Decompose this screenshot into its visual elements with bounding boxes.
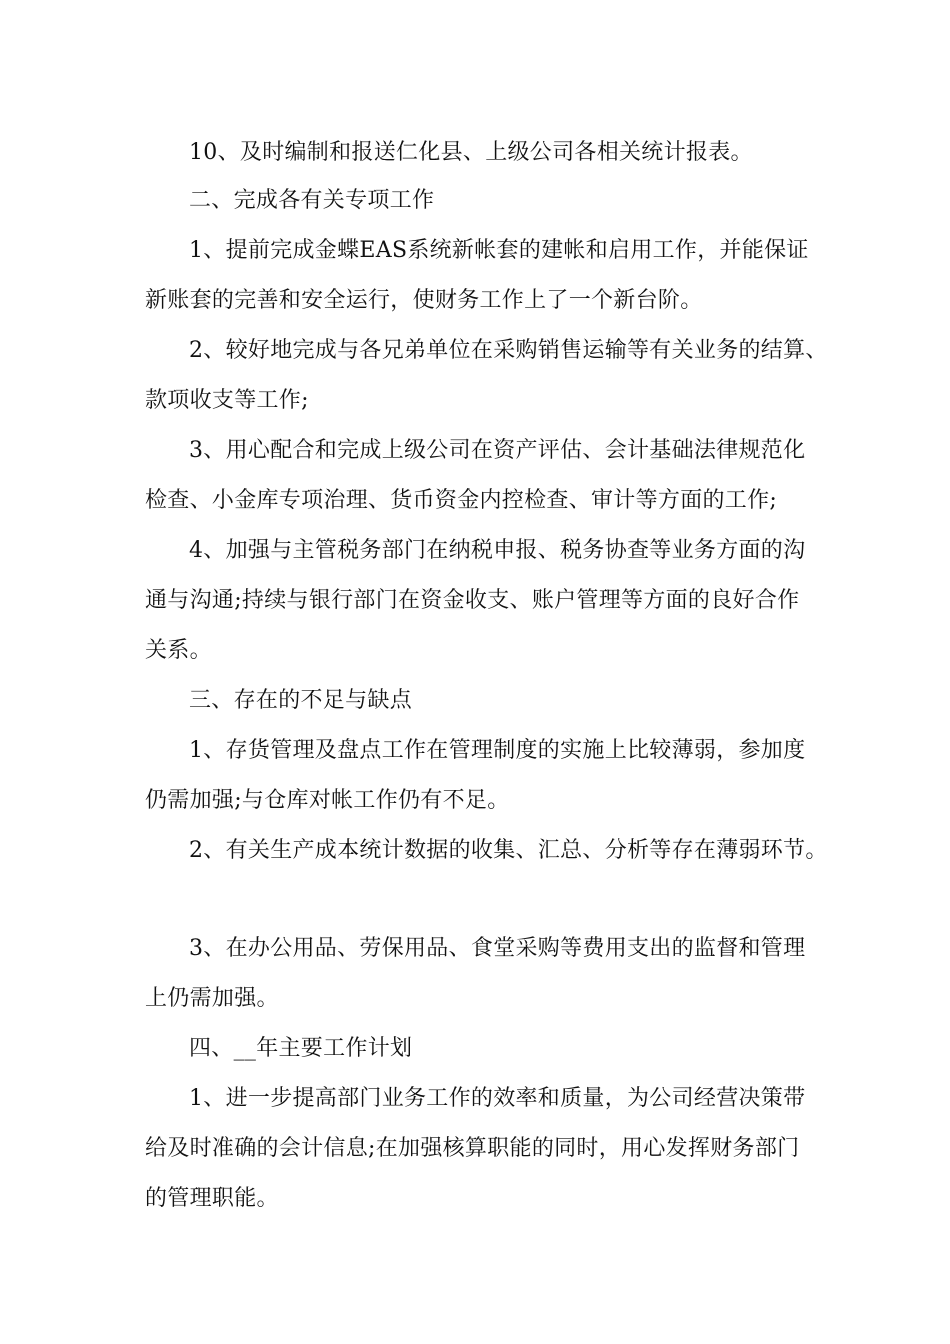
paragraph-line: 新账套的完善和安全运行，使财务工作上了一个新台阶。 (145, 288, 703, 313)
section-heading: 三、存在的不足与缺点 (189, 688, 413, 713)
paragraph-line: 10、及时编制和报送仁化县、上级公司各相关统计报表。 (189, 140, 753, 165)
paragraph-line: 款项收支等工作; (145, 388, 309, 413)
paragraph-line: 2、较好地完成与各兄弟单位在采购销售运输等有关业务的结算、 (189, 338, 828, 363)
paragraph-line: 4、加强与主管税务部门在纳税申报、税务协查等业务方面的沟 (189, 538, 806, 563)
paragraph-line: 给及时准确的会计信息;在加强核算职能的同时，用心发挥财务部门 (145, 1136, 800, 1161)
paragraph-line: 的管理职能。 (145, 1186, 279, 1211)
paragraph-line: 通与沟通;持续与银行部门在资金收支、账户管理等方面的良好合作 (145, 588, 800, 613)
paragraph-line: 3、在办公用品、劳保用品、食堂采购等费用支出的监督和管理 (189, 936, 806, 961)
paragraph-line: 3、用心配合和完成上级公司在资产评估、会计基础法律规范化 (189, 438, 806, 463)
paragraph-line: 仍需加强;与仓库对帐工作仍有不足。 (145, 788, 510, 813)
section-heading: 四、__年主要工作计划 (189, 1036, 413, 1061)
section-heading: 二、完成各有关专项工作 (189, 188, 435, 213)
paragraph-line: 1、提前完成金蝶EAS系统新帐套的建帐和启用工作，并能保证 (189, 238, 809, 263)
paragraph-line: 上仍需加强。 (145, 986, 279, 1011)
paragraph-line: 2、有关生产成本统计数据的收集、汇总、分析等存在薄弱环节。 (189, 838, 828, 863)
paragraph-line: 关系。 (145, 638, 212, 663)
paragraph-line: 1、存货管理及盘点工作在管理制度的实施上比较薄弱，参加度 (189, 738, 806, 763)
paragraph-line: 检查、小金库专项治理、货币资金内控检查、审计等方面的工作; (145, 488, 778, 513)
paragraph-line: 1、进一步提高部门业务工作的效率和质量，为公司经营决策带 (189, 1086, 806, 1111)
